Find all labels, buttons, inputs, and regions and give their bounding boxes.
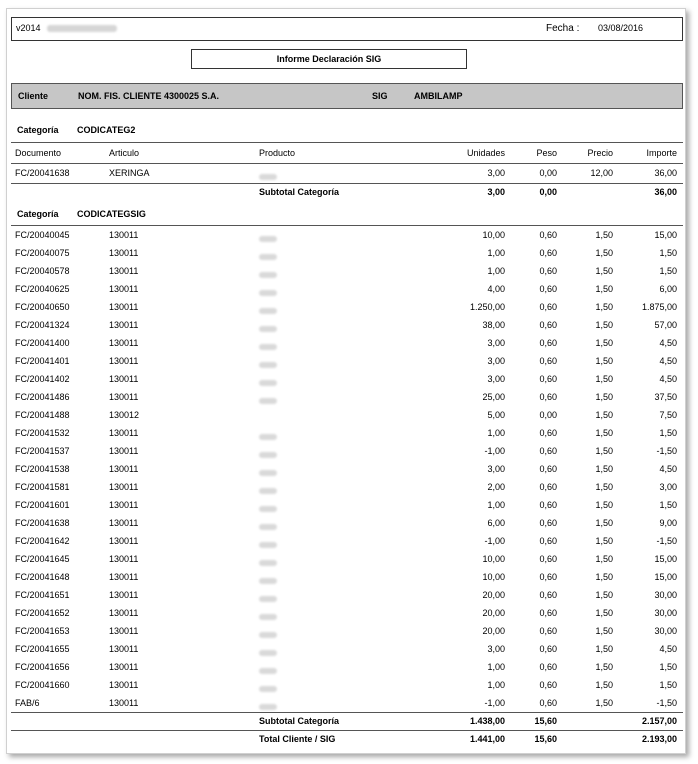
unidades-cell: 2,00: [487, 482, 505, 492]
precio-cell: 1,50: [595, 698, 613, 708]
articulo-cell: 130011: [109, 500, 139, 510]
peso-cell: 0,60: [539, 590, 557, 600]
peso-cell: 0,60: [539, 680, 557, 690]
table-row: [11, 316, 683, 334]
table-row: [11, 406, 683, 424]
subtotal-unidades: 1.438,00: [469, 716, 505, 726]
table-row: [11, 550, 683, 568]
redacted-text: [259, 254, 277, 260]
unidades-cell: 1,00: [487, 428, 505, 438]
redacted-text: [259, 398, 277, 404]
table-row: [11, 586, 683, 604]
report-header-bar: [11, 17, 683, 41]
articulo-cell: XERINGA: [109, 168, 150, 178]
documento-cell: FC/20040650: [15, 302, 70, 312]
precio-cell: 1,50: [595, 626, 613, 636]
peso-cell: 0,60: [539, 626, 557, 636]
articulo-cell: 130011: [109, 662, 139, 672]
table-row: [11, 262, 683, 280]
precio-cell: 1,50: [595, 572, 613, 582]
col-documento: Documento: [15, 148, 62, 158]
documento-cell: FC/20041645: [15, 554, 70, 564]
articulo-cell: 130011: [109, 518, 139, 528]
documento-cell: FC/20041660: [15, 680, 70, 690]
documento-cell: FC/20041401: [15, 356, 70, 366]
articulo-cell: 130011: [109, 590, 139, 600]
peso-cell: 0,60: [539, 428, 557, 438]
documento-cell: FC/20041402: [15, 374, 70, 384]
table-row: [11, 334, 683, 352]
table-row: [11, 622, 683, 640]
peso-cell: 0,60: [539, 266, 557, 276]
table-row: [11, 640, 683, 658]
importe-cell: 30,00: [654, 590, 677, 600]
client-bar: [11, 83, 683, 109]
table-row: [11, 442, 683, 460]
column-header-row: [11, 144, 683, 162]
articulo-cell: 130012: [109, 410, 140, 420]
table-row: [11, 658, 683, 676]
fecha-value: 03/08/2016: [598, 23, 644, 33]
importe-cell: 4,50: [659, 374, 677, 384]
redacted-text: [259, 524, 277, 530]
documento-cell: FC/20041652: [15, 608, 70, 618]
articulo-cell: 130011: [109, 446, 139, 456]
articulo-cell: 130011: [109, 374, 139, 384]
importe-cell: 37,50: [654, 392, 677, 402]
unidades-cell: 3,00: [487, 356, 505, 366]
col-peso: Peso: [536, 148, 557, 158]
precio-cell: 1,50: [595, 482, 613, 492]
peso-cell: 0,60: [539, 446, 557, 456]
precio-cell: 1,50: [595, 356, 613, 366]
table-row: [11, 568, 683, 586]
redacted-text: [259, 614, 277, 620]
total-row: [11, 730, 683, 748]
importe-cell: 57,00: [654, 320, 677, 330]
sig-label: SIG: [372, 91, 388, 101]
documento-cell: FC/20041324: [15, 320, 70, 330]
precio-cell: 1,50: [595, 284, 613, 294]
cliente-label: Cliente: [18, 91, 49, 101]
unidades-cell: 3,00: [487, 168, 505, 178]
documento-cell: FC/20041651: [15, 590, 70, 600]
importe-cell: 1,50: [659, 662, 677, 672]
documento-cell: FC/20040625: [15, 284, 70, 294]
peso-cell: 0,60: [539, 518, 557, 528]
documento-cell: FC/20041581: [15, 482, 70, 492]
subtotal-peso: 15,60: [534, 716, 557, 726]
subtotal-row-1: [11, 183, 683, 201]
unidades-cell: 1,00: [487, 500, 505, 510]
documento-cell: FC/20041538: [15, 464, 70, 474]
cliente-value: NOM. FIS. CLIENTE 4300025 S.A.: [78, 91, 220, 101]
redacted-text: [259, 174, 277, 180]
fecha-label: Fecha :: [546, 23, 580, 34]
importe-cell: 1,50: [659, 428, 677, 438]
peso-cell: 0,60: [539, 644, 557, 654]
articulo-cell: 130011: [109, 698, 139, 708]
peso-cell: 0,00: [539, 410, 557, 420]
unidades-cell: 3,00: [487, 644, 505, 654]
peso-cell: 0,60: [539, 482, 557, 492]
subtotal-importe: 2.157,00: [641, 716, 677, 726]
precio-cell: 1,50: [595, 590, 613, 600]
documento-cell: FC/20041642: [15, 536, 70, 546]
total-importe: 2.193,00: [641, 734, 677, 744]
peso-cell: 0,60: [539, 536, 557, 546]
redacted-text: [259, 326, 277, 332]
redacted-text: [259, 686, 277, 692]
unidades-cell: 25,00: [482, 392, 505, 402]
peso-cell: 0,60: [539, 572, 557, 582]
precio-cell: 1,50: [595, 608, 613, 618]
importe-cell: 1,50: [659, 500, 677, 510]
importe-cell: 4,50: [659, 356, 677, 366]
precio-cell: 1,50: [595, 248, 613, 258]
unidades-cell: -1,00: [484, 698, 505, 708]
categoria-label-1: Categoría: [17, 125, 59, 135]
peso-cell: 0,60: [539, 248, 557, 258]
peso-cell: 0,60: [539, 698, 557, 708]
peso-cell: 0,60: [539, 392, 557, 402]
categoria-name-1: CODICATEG2: [77, 125, 136, 135]
redacted-text: [259, 362, 277, 368]
documento-cell: FC/20041638: [15, 168, 70, 178]
documento-cell: FC/20040075: [15, 248, 70, 258]
version-prefix: v2014: [16, 23, 41, 33]
precio-cell: 1,50: [595, 392, 613, 402]
precio-cell: 1,50: [595, 500, 613, 510]
importe-cell: 6,00: [659, 284, 677, 294]
importe-cell: 9,00: [659, 518, 677, 528]
peso-cell: 0,00: [539, 168, 557, 178]
peso-cell: 0,60: [539, 284, 557, 294]
col-unidades: Unidades: [466, 148, 505, 158]
unidades-cell: 10,00: [482, 230, 505, 240]
precio-cell: 1,50: [595, 446, 613, 456]
redacted-text: [259, 650, 277, 656]
subtotal-unidades: 3,00: [487, 187, 505, 197]
articulo-cell: 130011: [109, 266, 139, 276]
importe-cell: 30,00: [654, 608, 677, 618]
articulo-cell: 130011: [109, 338, 139, 348]
sig-value: AMBILAMP: [414, 91, 463, 101]
importe-cell: -1,50: [656, 536, 677, 546]
unidades-cell: 1,00: [487, 680, 505, 690]
articulo-cell: 130011: [109, 392, 139, 402]
articulo-cell: 130011: [109, 320, 139, 330]
unidades-cell: 10,00: [482, 572, 505, 582]
redacted-text: [259, 488, 277, 494]
table-row: [11, 424, 683, 442]
unidades-cell: 1,00: [487, 266, 505, 276]
unidades-cell: 1.250,00: [469, 302, 505, 312]
importe-cell: 36,00: [654, 168, 677, 178]
unidades-cell: 6,00: [487, 518, 505, 528]
redacted-text: [259, 344, 277, 350]
articulo-cell: 130011: [109, 302, 139, 312]
precio-cell: 1,50: [595, 230, 613, 240]
documento-cell: FC/20041537: [15, 446, 70, 456]
importe-cell: -1,50: [656, 698, 677, 708]
version-label: [16, 23, 117, 33]
importe-cell: 4,50: [659, 644, 677, 654]
articulo-cell: 130011: [109, 248, 139, 258]
articulo-cell: 130011: [109, 428, 139, 438]
articulo-cell: 130011: [109, 680, 139, 690]
documento-cell: FC/20040045: [15, 230, 70, 240]
peso-cell: 0,60: [539, 302, 557, 312]
table-row: [11, 478, 683, 496]
unidades-cell: -1,00: [484, 446, 505, 456]
unidades-cell: 3,00: [487, 464, 505, 474]
importe-cell: 1,50: [659, 266, 677, 276]
importe-cell: 1,50: [659, 680, 677, 690]
table-row: [11, 460, 683, 478]
importe-cell: -1,50: [656, 446, 677, 456]
precio-cell: 1,50: [595, 428, 613, 438]
table-row: [11, 388, 683, 406]
documento-cell: FC/20041486: [15, 392, 70, 402]
subtotal-label: Subtotal Categoría: [259, 187, 340, 197]
peso-cell: 0,60: [539, 356, 557, 366]
col-producto: Producto: [259, 148, 296, 158]
documento-cell: FC/20041638: [15, 518, 70, 528]
table-row: [11, 604, 683, 622]
importe-cell: 4,50: [659, 464, 677, 474]
peso-cell: 0,60: [539, 374, 557, 384]
documento-cell: FC/20041601: [15, 500, 70, 510]
unidades-cell: 5,00: [487, 410, 505, 420]
importe-cell: 1,50: [659, 248, 677, 258]
importe-cell: 4,50: [659, 338, 677, 348]
redacted-text: [259, 704, 277, 710]
unidades-cell: 3,00: [487, 374, 505, 384]
col-precio: Precio: [587, 148, 613, 158]
unidades-cell: 1,00: [487, 248, 505, 258]
importe-cell: 7,50: [659, 410, 677, 420]
unidades-cell: -1,00: [484, 536, 505, 546]
subtotal-importe: 36,00: [654, 187, 677, 197]
precio-cell: 1,50: [595, 644, 613, 654]
unidades-cell: 20,00: [482, 626, 505, 636]
redacted-text: [259, 470, 277, 476]
header-line-top: [11, 142, 683, 143]
redacted-text: [259, 290, 277, 296]
redacted-text: [259, 578, 277, 584]
articulo-cell: 130011: [109, 644, 139, 654]
precio-cell: 1,50: [595, 518, 613, 528]
articulo-cell: 130011: [109, 554, 139, 564]
documento-cell: FC/20041655: [15, 644, 70, 654]
unidades-cell: 20,00: [482, 590, 505, 600]
articulo-cell: 130011: [109, 536, 139, 546]
redacted-text: [259, 272, 277, 278]
redacted-text: [259, 542, 277, 548]
table-row: [11, 676, 683, 694]
documento-cell: FC/20041648: [15, 572, 70, 582]
peso-cell: 0,60: [539, 230, 557, 240]
articulo-cell: 130011: [109, 572, 139, 582]
redacted-text: [259, 506, 277, 512]
subtotal-row-2: [11, 712, 683, 730]
unidades-cell: 4,00: [487, 284, 505, 294]
table-row: [11, 226, 683, 244]
articulo-cell: 130011: [109, 482, 139, 492]
total-peso: 15,60: [534, 734, 557, 744]
precio-cell: 1,50: [595, 266, 613, 276]
col-importe: Importe: [646, 148, 677, 158]
peso-cell: 0,60: [539, 338, 557, 348]
importe-cell: 30,00: [654, 626, 677, 636]
articulo-cell: 130011: [109, 230, 139, 240]
peso-cell: 0,60: [539, 500, 557, 510]
report-page: [6, 8, 686, 754]
precio-cell: 1,50: [595, 662, 613, 672]
report-title: Informe Declaración SIG: [191, 49, 467, 69]
articulo-cell: 130011: [109, 608, 139, 618]
peso-cell: 0,60: [539, 662, 557, 672]
documento-cell: FC/20040578: [15, 266, 70, 276]
redacted-text: [259, 380, 277, 386]
categoria-name-2: CODICATEGSIG: [77, 209, 146, 219]
articulo-cell: 130011: [109, 284, 139, 294]
unidades-cell: 1,00: [487, 662, 505, 672]
precio-cell: 1,50: [595, 554, 613, 564]
peso-cell: 0,60: [539, 554, 557, 564]
documento-cell: FC/20041488: [15, 410, 70, 420]
importe-cell: 15,00: [654, 554, 677, 564]
table-row: [11, 532, 683, 550]
documento-cell: FC/20041532: [15, 428, 70, 438]
precio-cell: 1,50: [595, 302, 613, 312]
precio-cell: 1,50: [595, 338, 613, 348]
unidades-cell: 3,00: [487, 338, 505, 348]
importe-cell: 3,00: [659, 482, 677, 492]
precio-cell: 1,50: [595, 320, 613, 330]
documento-cell: FC/20041656: [15, 662, 70, 672]
table-row: [11, 298, 683, 316]
redacted-text: [259, 668, 277, 674]
documento-cell: FC/20041400: [15, 338, 70, 348]
subtotal-peso: 0,00: [539, 187, 557, 197]
peso-cell: 0,60: [539, 608, 557, 618]
peso-cell: 0,60: [539, 320, 557, 330]
redacted-text: [259, 452, 277, 458]
documento-cell: FAB/6: [15, 698, 40, 708]
redacted-text: [259, 560, 277, 566]
importe-cell: 15,00: [654, 230, 677, 240]
unidades-cell: 10,00: [482, 554, 505, 564]
precio-cell: 1,50: [595, 464, 613, 474]
precio-cell: 12,00: [590, 168, 613, 178]
table-row: [11, 280, 683, 298]
unidades-cell: 20,00: [482, 608, 505, 618]
importe-cell: 1.875,00: [641, 302, 677, 312]
precio-cell: 1,50: [595, 374, 613, 384]
unidades-cell: 38,00: [482, 320, 505, 330]
total-label: Total Cliente / SIG: [259, 734, 336, 744]
col-articulo: Articulo: [109, 148, 140, 158]
peso-cell: 0,60: [539, 464, 557, 474]
total-unidades: 1.441,00: [469, 734, 505, 744]
table-row: [11, 514, 683, 532]
subtotal-label: Subtotal Categoría: [259, 716, 340, 726]
articulo-cell: 130011: [109, 356, 139, 366]
redacted-text: [259, 596, 277, 602]
redacted-text: [259, 236, 277, 242]
table-row: [11, 370, 683, 388]
articulo-cell: 130011: [109, 464, 139, 474]
documento-cell: FC/20041653: [15, 626, 70, 636]
precio-cell: 1,50: [595, 536, 613, 546]
table-row: [11, 352, 683, 370]
articulo-cell: 130011: [109, 626, 139, 636]
redacted-text: [259, 632, 277, 638]
redacted-text: [259, 308, 277, 314]
categoria-label-2: Categoría: [17, 209, 59, 219]
redacted-text: [259, 434, 277, 440]
table-row: [11, 496, 683, 514]
table-row: [11, 164, 683, 182]
blurred-version-text: [47, 25, 117, 32]
precio-cell: 1,50: [595, 680, 613, 690]
table-row: [11, 694, 683, 712]
table-row: [11, 244, 683, 262]
precio-cell: 1,50: [595, 410, 613, 420]
importe-cell: 15,00: [654, 572, 677, 582]
